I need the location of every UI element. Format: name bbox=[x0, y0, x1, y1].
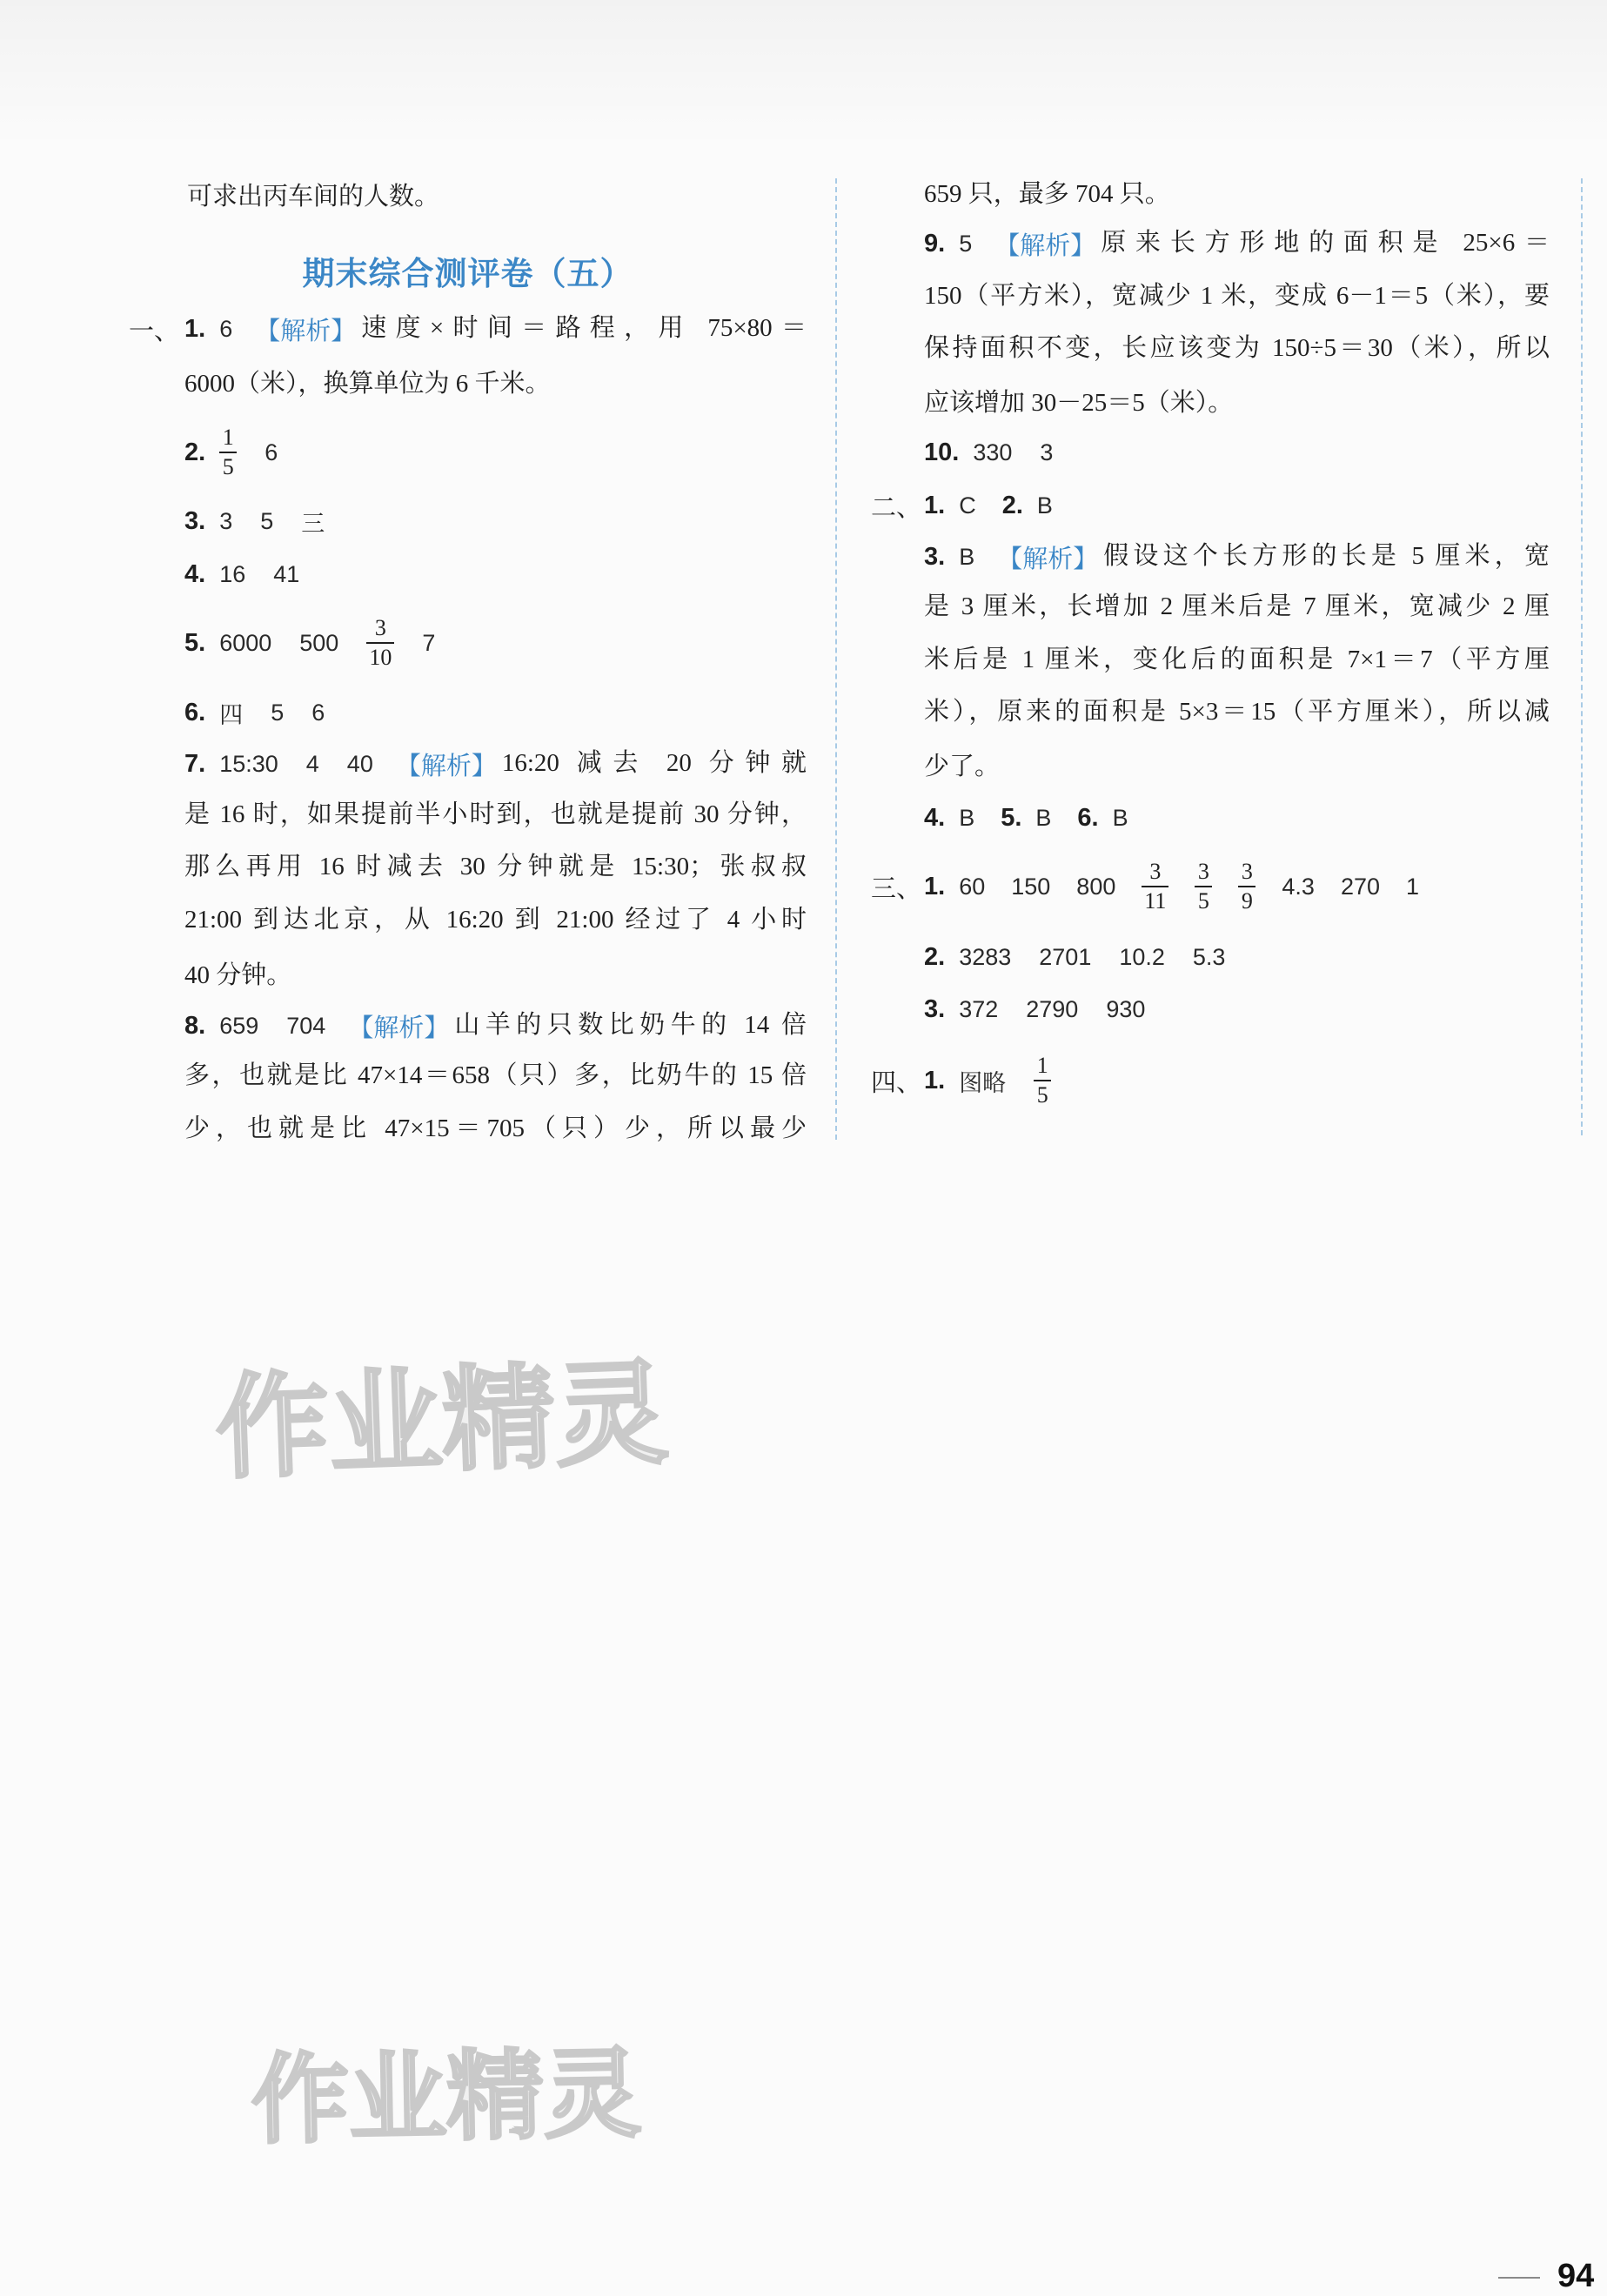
explanation-row bbox=[924, 581, 1550, 633]
answer-group bbox=[219, 561, 299, 588]
answer-group bbox=[219, 615, 435, 671]
answer-value: 40 bbox=[346, 750, 373, 777]
question-number: 3. bbox=[924, 542, 946, 571]
fraction-numerator: 3 bbox=[1149, 859, 1162, 884]
fraction bbox=[1034, 1053, 1051, 1108]
question-1-8-row bbox=[184, 1000, 807, 1052]
section-label-3: 三、 bbox=[871, 874, 922, 903]
question-2-3-row bbox=[924, 531, 1550, 583]
answer-value: 四 bbox=[219, 701, 244, 728]
fraction-denominator: 9 bbox=[1241, 888, 1253, 914]
fraction bbox=[1142, 859, 1168, 914]
fraction bbox=[1195, 859, 1212, 914]
fraction-denominator: 11 bbox=[1144, 888, 1167, 914]
answer-group bbox=[959, 231, 972, 258]
fraction bbox=[219, 425, 237, 480]
question-1-2-row bbox=[184, 418, 807, 487]
fraction-bar bbox=[1142, 886, 1168, 887]
answer-value: 6 bbox=[264, 438, 278, 465]
answer-value: 2790 bbox=[1026, 995, 1079, 1022]
fraction bbox=[366, 615, 394, 671]
fraction-numerator: 3 bbox=[1241, 859, 1253, 884]
question-number: 9. bbox=[924, 229, 946, 258]
question-1-10-row bbox=[924, 426, 1550, 479]
answer-value: B bbox=[959, 543, 975, 570]
answer-group bbox=[219, 696, 325, 730]
carryover-text: 可求出丙车间的人数。 bbox=[187, 182, 440, 211]
answer-group bbox=[219, 751, 373, 778]
fraction bbox=[1238, 859, 1255, 914]
question-1-3-row bbox=[184, 495, 807, 547]
page-number: 94 bbox=[1557, 2257, 1595, 2294]
fraction-denominator: 5 bbox=[222, 454, 234, 479]
fraction-numerator: 3 bbox=[374, 615, 386, 640]
explanation-row bbox=[184, 1103, 807, 1155]
explanation-line: 假设这个长方形的长是 5 厘米，宽 bbox=[1103, 542, 1550, 571]
explanation-row bbox=[184, 894, 807, 947]
answer-value: 3283 bbox=[959, 943, 1012, 970]
answer-value: 15:30 bbox=[219, 750, 278, 777]
explanation-line: 速度×时间＝路程，用 75×80＝ bbox=[361, 314, 807, 343]
analysis-tag: 【解析】 bbox=[348, 1014, 450, 1042]
explanation-row bbox=[184, 841, 807, 894]
fraction-numerator: 1 bbox=[222, 425, 234, 450]
section-label-4: 四、 bbox=[871, 1068, 922, 1097]
explanation-row bbox=[924, 271, 1550, 323]
question-2-1-2-row bbox=[924, 479, 1550, 532]
answer-value: 6 bbox=[311, 699, 325, 726]
carryover-row bbox=[187, 168, 439, 220]
answer-value: 150 bbox=[1011, 873, 1051, 900]
scan-shading bbox=[0, 0, 1607, 148]
column-divider-left bbox=[835, 178, 837, 1140]
answer-value: 5 bbox=[260, 507, 274, 534]
question-1-4-row bbox=[184, 548, 807, 600]
question-number: 2. bbox=[184, 438, 206, 466]
question-number: 1. bbox=[184, 314, 206, 343]
question-number: 6. bbox=[1077, 803, 1099, 832]
answer-value: 2701 bbox=[1039, 943, 1092, 970]
answer-group bbox=[959, 1053, 1051, 1108]
answer-value: 4.3 bbox=[1282, 873, 1315, 900]
explanation-line: 多，也就是比 47×14＝658（只）多，比奶牛的 15 倍 bbox=[184, 1061, 807, 1090]
explanation-row bbox=[924, 738, 1550, 790]
explanation-row bbox=[184, 1050, 807, 1102]
explanation-line: 6000（米），换算单位为 6 千米。 bbox=[184, 369, 551, 398]
answer-value: 5 bbox=[271, 699, 285, 726]
explanation-line: 原来长方形地的面积是 25×6＝ bbox=[1101, 229, 1550, 258]
question-number: 3. bbox=[184, 506, 206, 535]
answer-value: 3 bbox=[219, 507, 233, 534]
question-1-7-row bbox=[184, 738, 807, 790]
analysis-tag: 【解析】 bbox=[255, 317, 357, 345]
explanation-line: 应该增加 30－25＝5（米）。 bbox=[924, 388, 1234, 417]
answer-value: 1 bbox=[1406, 873, 1420, 900]
explanation-row bbox=[924, 323, 1550, 375]
answer-value: 10.2 bbox=[1119, 943, 1165, 970]
explanation-line: 150（平方米），宽减少 1 米，变成 6－1＝5（米），要 bbox=[924, 282, 1550, 311]
question-1-5-row bbox=[184, 608, 807, 678]
answer-value: 图略 bbox=[959, 1069, 1007, 1096]
analysis-tag: 【解析】 bbox=[395, 752, 497, 780]
question-1-1-row bbox=[184, 303, 807, 355]
answer-value: B bbox=[1035, 804, 1052, 831]
explanation-line: 16:20 减去 20 分钟就 bbox=[501, 749, 807, 778]
fraction-numerator: 1 bbox=[1036, 1053, 1048, 1078]
explanation-row bbox=[924, 374, 1550, 426]
answer-value: 6000 bbox=[219, 629, 272, 656]
answer-value: B bbox=[1112, 804, 1128, 831]
answer-value: B bbox=[1036, 492, 1053, 519]
answer-value: 800 bbox=[1076, 873, 1116, 900]
fraction-numerator: 3 bbox=[1197, 859, 1209, 884]
question-number: 1. bbox=[924, 872, 946, 900]
explanation-line: 那么再用 16 时减去 30 分钟就是 15:30；张叔叔 bbox=[184, 853, 807, 881]
answer-group bbox=[219, 316, 232, 343]
question-number: 3. bbox=[924, 994, 946, 1023]
answer-group bbox=[959, 859, 1419, 914]
question-2-4-6-row bbox=[924, 792, 1550, 844]
answer-value: C bbox=[959, 492, 976, 519]
question-number: 5. bbox=[1001, 803, 1022, 832]
answer-value: 16 bbox=[219, 560, 246, 587]
question-4-1-row bbox=[924, 1046, 1550, 1115]
question-number: 7. bbox=[184, 749, 206, 778]
question-number: 10. bbox=[924, 438, 960, 466]
explanation-line: 少了。 bbox=[924, 752, 1001, 780]
question-number: 6. bbox=[184, 698, 206, 726]
answer-value: 三 bbox=[301, 510, 325, 537]
question-1-6-row bbox=[184, 686, 807, 739]
question-3-1-row bbox=[924, 852, 1550, 921]
explanation-row bbox=[924, 634, 1550, 686]
question-3-2-row bbox=[924, 931, 1550, 983]
explanation-row bbox=[184, 789, 807, 841]
question-1-9-row bbox=[924, 218, 1550, 270]
explanation-line: 保持面积不变，长应该变为 150÷5＝30（米），所以 bbox=[924, 334, 1550, 363]
watermark: 作业精灵 bbox=[213, 1349, 671, 1493]
answer-group bbox=[219, 425, 278, 480]
answer-group bbox=[973, 439, 1053, 466]
fraction-denominator: 5 bbox=[1036, 1082, 1048, 1108]
page-title: 期末综合测评卷（五） bbox=[302, 256, 633, 291]
section-label-1: 一、 bbox=[129, 317, 180, 345]
explanation-row bbox=[924, 165, 1550, 218]
answer-value: 6 bbox=[219, 315, 233, 342]
column-divider-right bbox=[1581, 178, 1583, 1135]
answer-value: 7 bbox=[422, 629, 436, 656]
explanation-row bbox=[184, 947, 807, 999]
fraction-bar bbox=[1195, 886, 1212, 887]
answer-group bbox=[959, 996, 1145, 1023]
answer-group bbox=[959, 544, 974, 571]
answer-group bbox=[959, 944, 1225, 971]
explanation-line: 是 3 厘米，长增加 2 厘米后是 7 厘米，宽减少 2 厘 bbox=[924, 592, 1550, 621]
answer-value: 5 bbox=[959, 230, 973, 257]
explanation-line: 是 16 时，如果提前半小时到，也就是提前 30 分钟， bbox=[184, 800, 807, 829]
explanation-line: 米），原来的面积是 5×3＝15（平方厘米），所以减 bbox=[924, 698, 1550, 726]
explanation-row bbox=[924, 686, 1550, 739]
answer-value: 372 bbox=[959, 995, 999, 1022]
analysis-tag: 【解析】 bbox=[997, 545, 1099, 573]
fraction-denominator: 10 bbox=[369, 645, 392, 670]
answer-value: 659 bbox=[219, 1012, 259, 1039]
answer-value: 270 bbox=[1340, 873, 1381, 900]
explanation-line: 山羊的只数比奶牛的 14 倍 bbox=[454, 1011, 807, 1040]
answer-value: 930 bbox=[1106, 995, 1146, 1022]
explanation-line: 米后是 1 厘米，变化后的面积是 7×1＝7（平方厘 bbox=[924, 646, 1550, 674]
answer-group bbox=[219, 505, 325, 539]
question-number: 1. bbox=[924, 491, 946, 519]
fraction-denominator: 5 bbox=[1197, 888, 1209, 914]
section-label-2: 二、 bbox=[871, 493, 922, 522]
explanation-row bbox=[184, 355, 807, 407]
question-number: 2. bbox=[1001, 491, 1023, 519]
explanation-line: 少，也就是比 47×15＝705（只）少，所以最少 bbox=[184, 1115, 807, 1143]
watermark: 作业精灵 bbox=[250, 2039, 643, 2155]
explanation-line: 659 只，最多 704 只。 bbox=[924, 179, 1170, 208]
answer-value: 4 bbox=[305, 750, 319, 777]
answer-value: B bbox=[959, 804, 975, 831]
fraction-bar bbox=[219, 452, 237, 453]
answer-value: 500 bbox=[299, 629, 339, 656]
answer-group bbox=[219, 1013, 325, 1040]
question-number: 2. bbox=[924, 942, 946, 971]
answer-value: 5.3 bbox=[1192, 943, 1226, 970]
answer-value: 704 bbox=[286, 1012, 326, 1039]
answer-value: 60 bbox=[959, 873, 986, 900]
explanation-line: 21:00 到达北京，从 16:20 到 21:00 经过了 4 小时 bbox=[184, 906, 807, 934]
explanation-line: 40 分钟。 bbox=[184, 961, 292, 989]
fraction-bar bbox=[1238, 886, 1255, 887]
question-number: 4. bbox=[184, 559, 206, 588]
answer-value: 41 bbox=[273, 560, 300, 587]
fraction-bar bbox=[366, 642, 394, 644]
analysis-tag: 【解析】 bbox=[994, 231, 1096, 260]
question-number: 1. bbox=[924, 1066, 946, 1094]
question-number: 8. bbox=[184, 1011, 206, 1040]
question-3-3-row bbox=[924, 983, 1550, 1035]
question-number: 5. bbox=[184, 628, 206, 657]
answer-value: 330 bbox=[973, 438, 1013, 465]
question-number: 4. bbox=[924, 803, 946, 832]
answer-value: 3 bbox=[1040, 438, 1054, 465]
fraction-bar bbox=[1034, 1080, 1051, 1081]
page-number-rule bbox=[1498, 2277, 1540, 2279]
